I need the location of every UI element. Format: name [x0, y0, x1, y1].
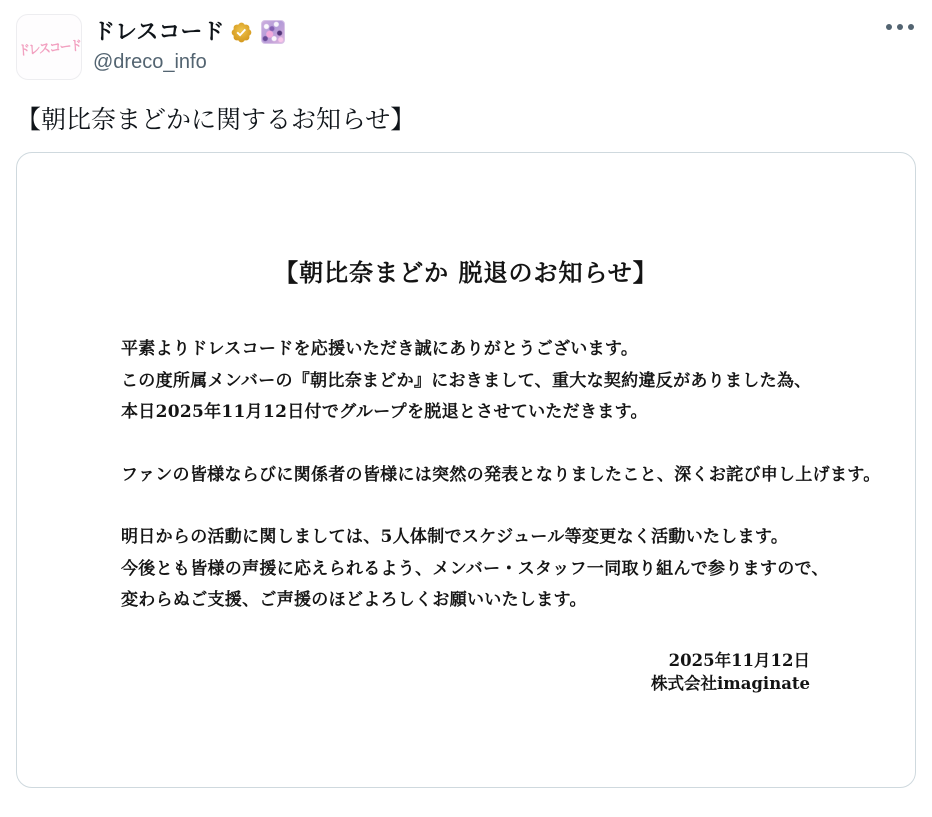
announcement-line: ファンの皆様ならびに関係者の皆様には突然の発表となりましたこと、深くお詫び申し上げます。 [121, 464, 881, 485]
author-block [93, 14, 285, 74]
announcement-signature [121, 649, 810, 695]
announcement-paragraph [121, 522, 870, 617]
more-icon[interactable] [886, 14, 916, 30]
announcement-paragraph [121, 334, 870, 429]
signature-date: 2025年11月12日 [668, 650, 810, 670]
announcement-line: 平素よりドレスコードを応援いただき誠にありがとうございます。 [121, 339, 639, 359]
affiliate-square-badge [261, 20, 285, 44]
tweet-text: 【朝比奈まどかに関するお知らせ】 [16, 106, 416, 134]
announcement-paragraph [121, 460, 881, 492]
avatar[interactable] [16, 14, 82, 80]
announcement-image[interactable] [16, 152, 916, 788]
author-name[interactable]: ドレスコード [93, 19, 225, 44]
announcement-line: この度所属メンバーの『朝比奈まどか』におきまして、重大な契約違反がありました為、 [121, 370, 812, 391]
signature-company: 株式会社imaginate [650, 673, 810, 693]
announcement-line: 本日2025年11月12日付でグループを脱退とさせていただきます。 [121, 402, 648, 422]
author-handle[interactable]: @dreco_info [93, 51, 207, 73]
tweet-header [16, 14, 916, 80]
announcement-line: 今後とも皆様の声援に応えられるよう、メンバー・スタッフ一同取り組んで参りますので、 [121, 558, 829, 579]
announcement-title: 【朝比奈まどか 脱退のお知らせ】 [274, 258, 658, 287]
announcement-line: 変わらぬご支援、ご声援のほどよろしくお願いいたします。 [121, 590, 587, 610]
gold-verified-badge-icon [230, 21, 253, 44]
author-name-row [93, 19, 285, 45]
avatar-logo-text: ドレスコード [17, 36, 81, 59]
announcement-line: 明日からの活動に関しましては、5人体制でスケジュール等変更なく活動いたします。 [121, 527, 789, 547]
